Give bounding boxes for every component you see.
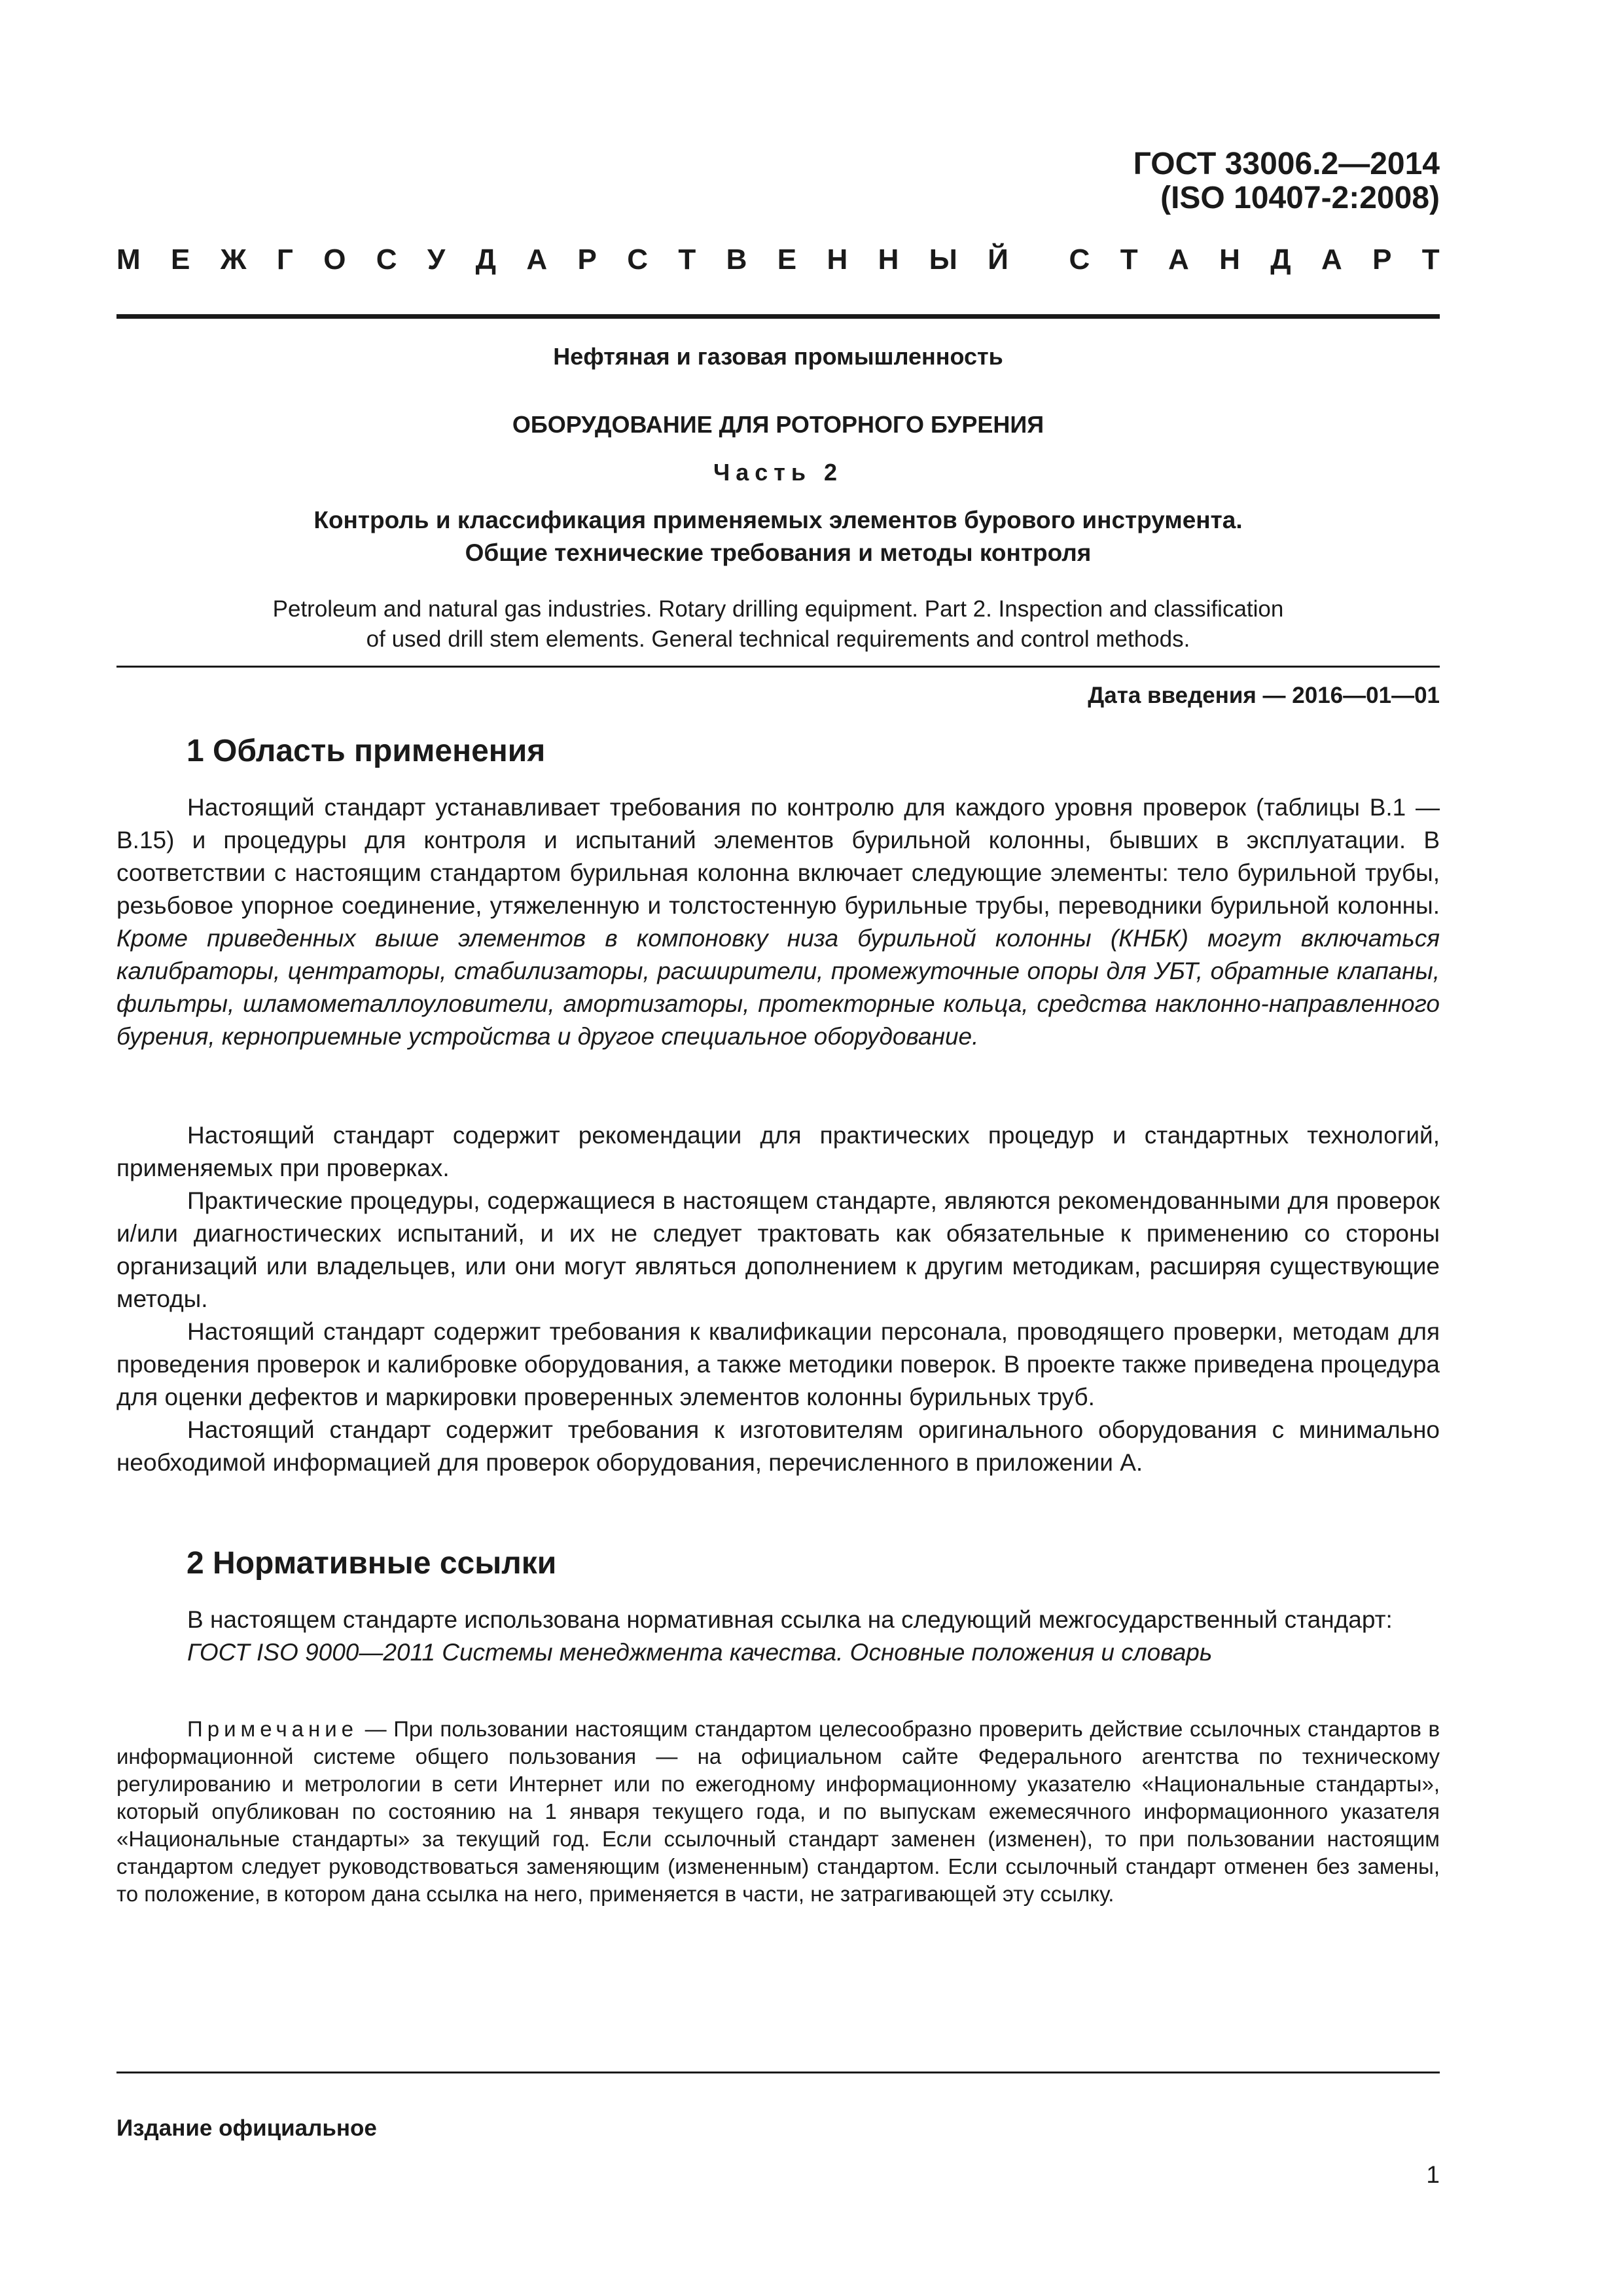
standard-type-letter: Р	[1372, 243, 1392, 276]
note-text: — При пользовании настоящим стандартом целесообразно проверить действие ссылочных стандартов в информационной системе общего пользования — на официальном сайте Федерального агентства по техническому регулированию и метрологии в сети Интернет или по ежегодному информационному указателю «Национальные стандарты», который опубликован по состоянию на 1 января текущего года, и по выпускам ежемесячного информационного указателя «Национальные стандарты» за текущий год. Если ссылочный стандарт заменен (изменен), то при пользовании настоящим стандартом следует руководствоваться заменяющим (измененным) стандартом. Если ссылочный стандарт отменен без замены, то положение, в котором дана ссылка на него, применяется в части, не затрагивающей эту ссылку.	[116, 1717, 1440, 1906]
section-1-body-continued	[116, 1119, 1440, 1479]
gost-number: ГОСТ 33006.2—2014	[1133, 147, 1440, 181]
normative-reference: ГОСТ ISO 9000—2011 Системы менеджмента качества. Основные положения и словарь	[187, 1639, 1213, 1666]
subtitle-line-1: Контроль и классификация применяемых элементов бурового инструмента.	[313, 507, 1243, 533]
english-title-line-1: Petroleum and natural gas industries. Rotary drilling equipment. Part 2. Inspection and classification	[272, 596, 1284, 622]
section-1-heading: 1 Область применения	[187, 734, 546, 768]
standard-type-letter: В	[726, 243, 747, 276]
standard-type-letter: С	[1069, 243, 1090, 276]
industry-title: Нефтяная и газовая промышленность	[553, 343, 1003, 370]
english-title-line-2: of used drill stem elements. General technical requirements and control methods.	[366, 626, 1190, 652]
note-block	[116, 1715, 1440, 1908]
gost-number-block	[1133, 147, 1440, 215]
title-divider	[116, 666, 1440, 668]
section-1-paragraph-5: Настоящий стандарт содержит требования к изготовителям оригинального оборудования с минимально необходимой информацией для проверок оборудования, перечисленного в приложении А.	[116, 1416, 1440, 1476]
standard-type-letter: Д	[1270, 243, 1291, 276]
section-1-paragraph-2: Настоящий стандарт содержит рекомендации для практических процедур и стандартных технологий, применяемых при проверках.	[116, 1122, 1440, 1181]
section-1-paragraph-1	[116, 791, 1440, 1053]
section-2-heading: 2 Нормативные ссылки	[187, 1546, 557, 1581]
footer-divider	[116, 2072, 1440, 2073]
page-number: 1	[1426, 2161, 1440, 2188]
standard-type-letter: Т	[1421, 243, 1440, 276]
standard-type-letter: А	[1168, 243, 1189, 276]
standard-type-letter: Р	[577, 243, 597, 276]
standard-type-letter: Н	[878, 243, 899, 276]
standard-type-letter: У	[427, 243, 446, 276]
standard-type-letter: М	[116, 243, 141, 276]
introduction-date: Дата введения — 2016—01—01	[1088, 683, 1440, 708]
main-title: ОБОРУДОВАНИЕ ДЛЯ РОТОРНОГО БУРЕНИЯ	[512, 411, 1044, 438]
section-1-paragraph-4: Настоящий стандарт содержит требования к квалификации персонала, проводящего проверки, методам для проведения проверок и калибровке оборудования, а также методики поверок. В проекте также приведена процедура для оценки дефектов и маркировки проверенных элементов колонны бурильных труб.	[116, 1318, 1440, 1410]
standard-type-letter: А	[1321, 243, 1342, 276]
note-label: Примечание	[187, 1717, 359, 1741]
standard-type-letter: Е	[171, 243, 190, 276]
section-1-paragraph-3: Практические процедуры, содержащиеся в настоящем стандарте, являются рекомендованными для проверок и/или диагностических испытаний, и их не следует трактовать как обязательные к применению со стороны организаций или владельцев, или они могут являться дополнением к другим методикам, расширяя существующие методы.	[116, 1187, 1440, 1312]
subtitle	[116, 504, 1440, 569]
standard-type-letter: Ы	[929, 243, 957, 276]
standard-type-letter: Е	[777, 243, 797, 276]
note-paragraph	[116, 1715, 1440, 1908]
section-1-paragraph-1-text: Настоящий стандарт устанавливает требования по контролю для каждого уровня проверок (таблицы В.1 — В.15) и процедуры для контроля и испытаний элементов бурильной колонны, бывших в эксплуатации. В соответствии с настоящим стандартом бурильная колонна включает следующие элементы: тело бурильной трубы, резьбовое упорное соединение, утяжеленную и толстостенную бурильные трубы, переводники бурильной колонны.	[116, 794, 1440, 919]
section-2-paragraph-1: В настоящем стандарте использована нормативная ссылка на следующий межгосударственный стандарт:	[187, 1606, 1393, 1633]
standard-type-letter: Г	[276, 243, 293, 276]
part-title: Часть 2	[713, 459, 844, 486]
standard-type-letter: Д	[475, 243, 497, 276]
standard-type-title	[116, 243, 1440, 276]
standard-type-letter: С	[376, 243, 397, 276]
section-1-paragraph-1-italic: Кроме приведенных выше элементов в компоновку низа бурильной колонны (КНБК) могут включаться калибраторы, центраторы, стабилизаторы, расширители, промежуточные опоры для УБТ, обратные клапаны, фильтры, шламометаллоуловители, амортизаторы, протекторные кольца, средства наклонно-направленного бурения, керноприемные устройства и другое специальное оборудование.	[116, 925, 1440, 1050]
standard-type-letter: Н	[827, 243, 848, 276]
standard-type-letter: Т	[678, 243, 696, 276]
subtitle-line-2: Общие технические требования и методы контроля	[465, 539, 1092, 566]
section-2-body	[116, 1604, 1440, 1669]
edition-label: Издание официальное	[116, 2115, 377, 2141]
standard-type-letter: Н	[1219, 243, 1240, 276]
english-title	[116, 594, 1440, 655]
standard-type-letter: Т	[1120, 243, 1138, 276]
standard-type-letter: С	[627, 243, 649, 276]
standard-type-letter: О	[323, 243, 346, 276]
standard-type-letter: Ж	[220, 243, 247, 276]
standard-type-letter: Й	[988, 243, 1008, 276]
section-1-body	[116, 791, 1440, 1053]
header-divider	[116, 314, 1440, 319]
iso-number: (ISO 10407-2:2008)	[1160, 181, 1440, 215]
standard-type-letter: А	[526, 243, 548, 276]
